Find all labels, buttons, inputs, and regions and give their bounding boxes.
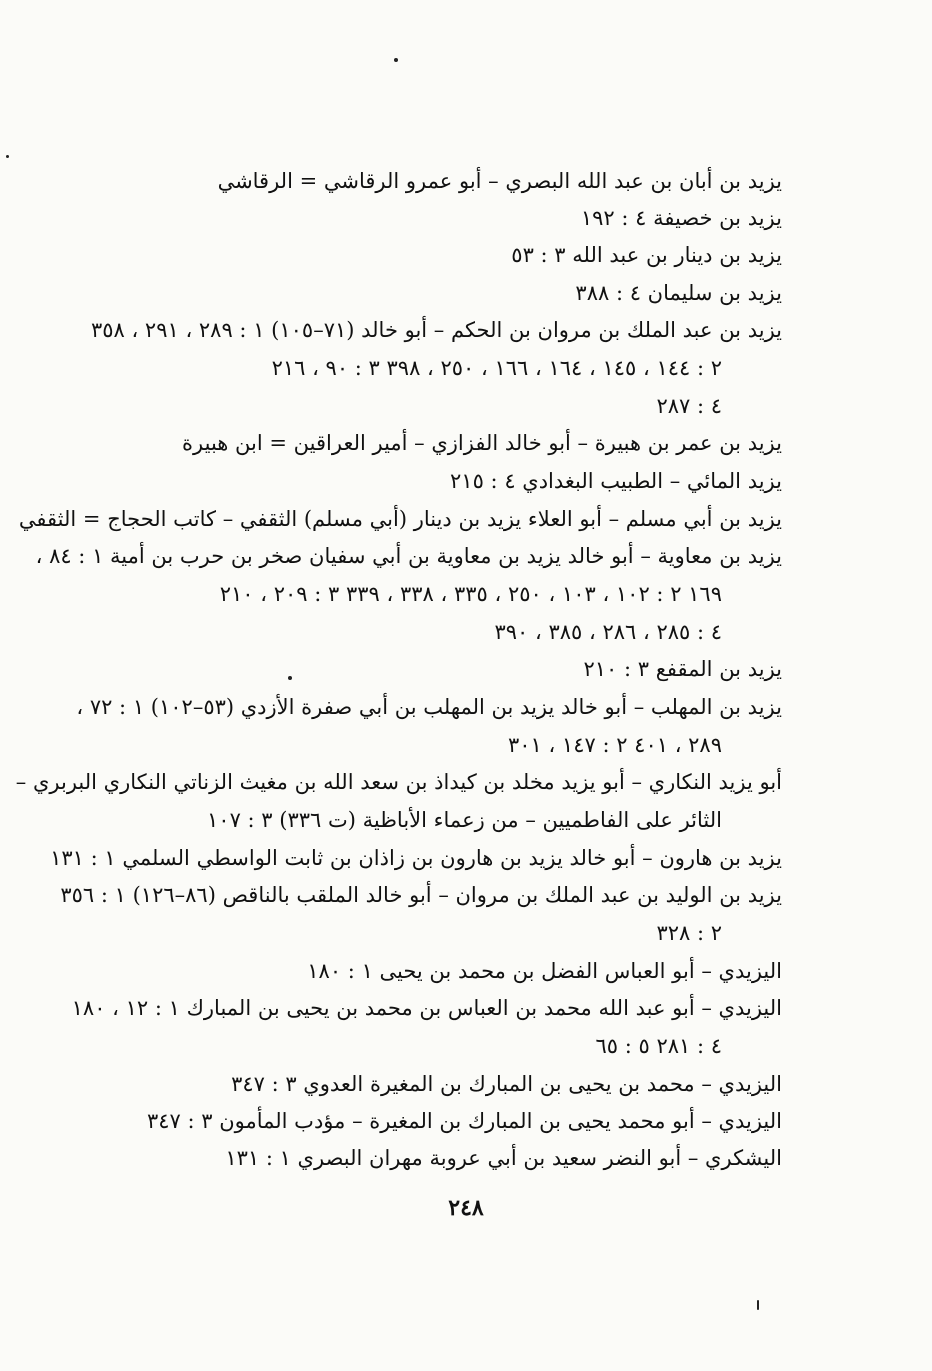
index-entry: أبو يزيد النكاري – أبو يزيد مخلد بن كيداذ بن سعد الله بن مغيث الزناتي النكاري البربري – bbox=[15, 770, 782, 794]
index-entry: يزيد بن الوليد بن عبد الملك بن مروان – أبو خالد الملقب بالناقص (٨٦–١٢٦) ١ : ٣٥٦ bbox=[60, 883, 782, 907]
index-entry-continuation: ٤ : ٢٨٧ bbox=[656, 394, 722, 418]
index-entry: يزيد بن أبان بن عبد الله البصري – أبو عمرو الرقاشي = الرقاشي bbox=[217, 169, 782, 193]
index-entry: يزيد بن عمر بن هبيرة – أبو خالد الفزازي – أمير العراقين = ابن هبيرة bbox=[182, 431, 782, 455]
index-entry-continuation: ٢ : ١٤٤ ، ١٤٥ ، ١٦٤ ، ١٦٦ ، ٢٥٠ ، ٣٩٨ ٣ : ٩٠ ، ٢١٦ bbox=[271, 356, 722, 380]
index-entry: يزيد بن دينار بن عبد الله ٣ : ٥٣ bbox=[511, 243, 782, 267]
index-entry-continuation: ٤ : ٢٨١ ٥ : ٦٥ bbox=[595, 1034, 722, 1058]
index-entry: اليشكري – أبو النضر سعيد بن أبي عروبة مهران البصري ١ : ١٣١ bbox=[225, 1146, 782, 1170]
index-entry: يزيد بن هارون – أبو خالد يزيد بن هارون بن زاذان بن ثابت الواسطي السلمي ١ : ١٣١ bbox=[50, 846, 782, 870]
index-entry: اليزيدي – أبو عبد الله محمد بن العباس بن محمد بن يحيى بن المبارك ١ : ١٢ ، ١٨٠ bbox=[71, 996, 782, 1020]
index-entry: يزيد بن خصيفة ٤ : ١٩٢ bbox=[580, 206, 782, 230]
index-entry: يزيد المائي – الطبيب البغدادي ٤ : ٢١٥ bbox=[450, 469, 782, 493]
scan-speck bbox=[757, 1300, 759, 1310]
index-entry: يزيد بن عبد الملك بن مروان بن الحكم – أبو خالد (٧١–١٠٥) ١ : ٢٨٩ ، ٢٩١ ، ٣٥٨ bbox=[90, 318, 782, 342]
index-entry-continuation: ٢ : ٣٢٨ bbox=[656, 921, 722, 945]
index-entry-continuation: الثائر على الفاطميين – من زعماء الأباظية (ت ٣٣٦) ٣ : ١٠٧ bbox=[207, 808, 722, 832]
index-entry: اليزيدي – أبو العباس الفضل بن محمد بن يحيى ١ : ١٨٠ bbox=[307, 959, 782, 983]
index-entry-continuation: ٢٨٩ ، ٤٠١ ٢ : ١٤٧ ، ٣٠١ bbox=[507, 733, 722, 757]
index-entry: يزيد بن أبي مسلم – أبو العلاء يزيد بن دينار (أبي مسلم) الثقفي – كاتب الحجاج = الثقفي bbox=[18, 507, 782, 531]
index-entry: يزيد بن المقفع ٣ : ٢١٠ bbox=[583, 657, 782, 681]
scan-speck bbox=[394, 58, 398, 62]
index-entry: اليزيدي – أبو محمد يحيى بن المبارك بن المغيرة – مؤدب المأمون ٣ : ٣٤٧ bbox=[146, 1109, 782, 1133]
index-entry-continuation: ١٦٩ ٢ : ١٠٢ ، ١٠٣ ، ٢٥٠ ، ٣٣٥ ، ٣٣٨ ، ٣٣٩ ٣ : ٢٠٩ ، ٢١٠ bbox=[219, 582, 722, 606]
scan-speck bbox=[288, 676, 292, 680]
index-entry: يزيد بن المهلب – أبو خالد يزيد بن المهلب بن أبي صفرة الأزدي (٥٣–١٠٢) ١ : ٧٢ ، bbox=[76, 695, 782, 719]
page-number: ٢٤٨ bbox=[448, 1195, 484, 1221]
scan-speck bbox=[6, 155, 9, 158]
index-entry: اليزيدي – محمد بن يحيى بن المبارك بن المغيرة العدوي ٣ : ٣٤٧ bbox=[231, 1072, 782, 1096]
index-entry: يزيد بن سليمان ٤ : ٣٨٨ bbox=[575, 281, 782, 305]
index-entry: يزيد بن معاوية – أبو خالد يزيد بن معاوية بن أبي سفيان صخر بن حرب بن أمية ١ : ٨٤ ، bbox=[35, 544, 782, 568]
index-entry-continuation: ٤ : ٢٨٥ ، ٢٨٦ ، ٣٨٥ ، ٣٩٠ bbox=[494, 620, 722, 644]
